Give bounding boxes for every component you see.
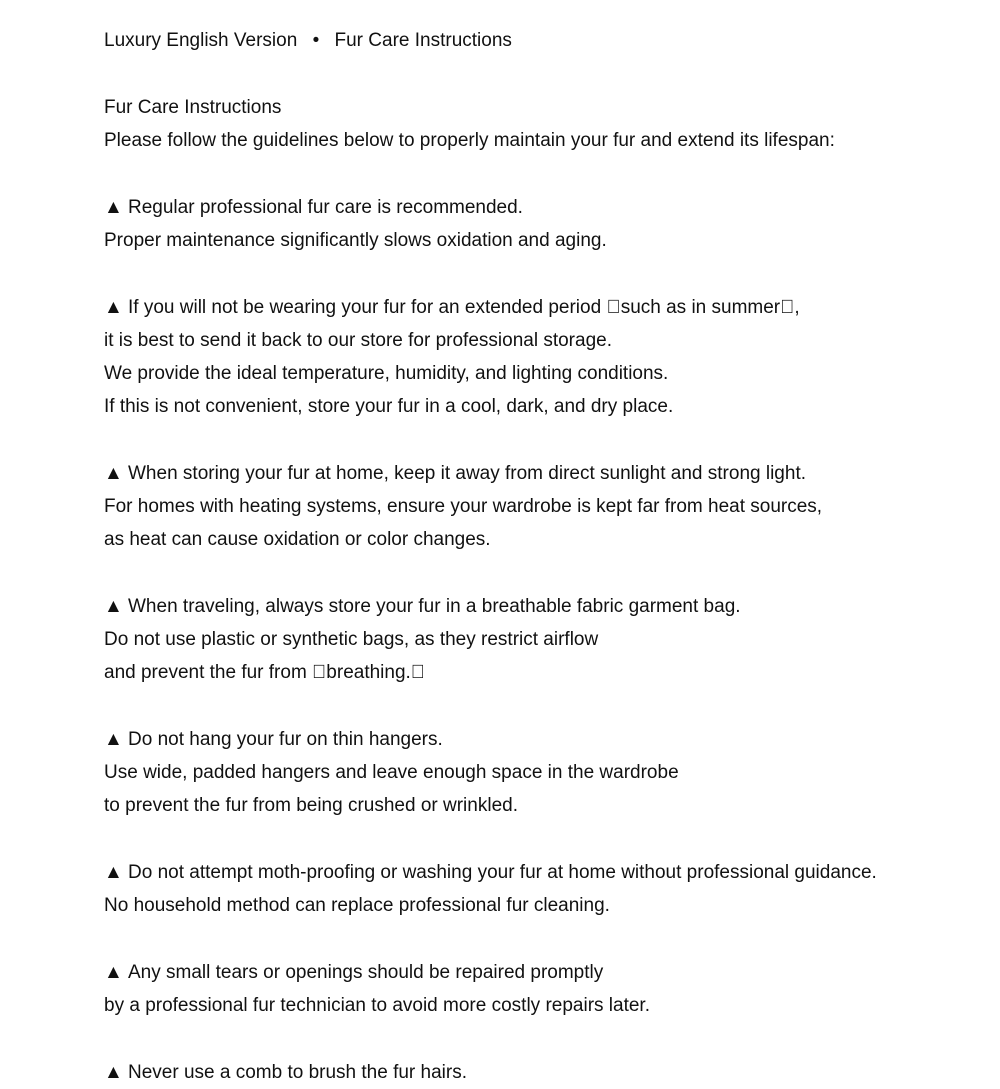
triangle-bullet-icon: ▲ <box>104 962 123 983</box>
triangle-bullet-icon: ▲ <box>104 1062 123 1083</box>
document-title: Fur Care Instructions <box>104 97 282 118</box>
care-section <box>104 856 960 922</box>
care-section <box>104 1056 960 1089</box>
section-lead <box>104 1056 960 1089</box>
care-section <box>104 191 960 257</box>
lead-text: Regular professional fur care is recommended. <box>128 197 523 218</box>
section-lead <box>104 457 960 490</box>
version-label: Luxury English Version <box>104 30 298 51</box>
triangle-bullet-icon: ▲ <box>104 297 123 318</box>
section-line: it is best to send it back to our store for professional storage. <box>104 330 612 351</box>
section-lead <box>104 291 960 324</box>
section-line: Use wide, padded hangers and leave enough space in the wardrobe <box>104 762 679 783</box>
section-line: by a professional fur technician to avoid more costly repairs later. <box>104 995 650 1016</box>
triangle-bullet-icon: ▲ <box>104 729 123 750</box>
lead-text: Do not attempt moth-proofing or washing your fur at home without professional guidance. <box>128 862 877 883</box>
section-lead <box>104 590 960 623</box>
section-line: If this is not convenient, store your fur in a cool, dark, and dry place. <box>104 396 674 417</box>
section-line: and prevent the fur from  breathing.  <box>104 662 426 683</box>
section-line: For homes with heating systems, ensure your wardrobe is kept far from heat sources, <box>104 496 823 517</box>
lead-text: Any small tears or openings should be repaired promptly <box>128 962 604 983</box>
care-section <box>104 590 960 689</box>
section-lead <box>104 723 960 756</box>
triangle-bullet-icon: ▲ <box>104 197 123 218</box>
care-section <box>104 723 960 822</box>
section-line: No household method can replace professional fur cleaning. <box>104 895 610 916</box>
document-page <box>104 24 960 1089</box>
triangle-bullet-icon: ▲ <box>104 463 123 484</box>
care-section <box>104 291 960 423</box>
lead-text: If you will not be wearing your fur for an extended period  such as in summer , <box>128 297 800 318</box>
document-intro: Please follow the guidelines below to properly maintain your fur and extend its lifespan: <box>104 130 835 151</box>
header-separator: • <box>312 30 320 51</box>
triangle-bullet-icon: ▲ <box>104 862 123 883</box>
section-line: to prevent the fur from being crushed or wrinkled. <box>104 795 518 816</box>
section-line: We provide the ideal temperature, humidity, and lighting conditions. <box>104 363 669 384</box>
lead-text: Do not hang your fur on thin hangers. <box>128 729 443 750</box>
lead-text: Never use a comb to brush the fur hairs. <box>128 1062 467 1083</box>
header-title: Fur Care Instructions <box>334 30 512 51</box>
lead-text: When storing your fur at home, keep it away from direct sunlight and strong light. <box>128 463 806 484</box>
section-line: as heat can cause oxidation or color changes. <box>104 529 491 550</box>
document-header <box>104 24 960 57</box>
section-lead <box>104 191 960 224</box>
care-section <box>104 457 960 556</box>
lead-text: When traveling, always store your fur in a breathable fabric garment bag. <box>128 596 741 617</box>
section-lead <box>104 956 960 989</box>
section-line: Do not use plastic or synthetic bags, as they restrict airflow <box>104 629 599 650</box>
care-section <box>104 956 960 1022</box>
section-line: Proper maintenance significantly slows oxidation and aging. <box>104 230 607 251</box>
triangle-bullet-icon: ▲ <box>104 596 123 617</box>
section-lead <box>104 856 960 889</box>
